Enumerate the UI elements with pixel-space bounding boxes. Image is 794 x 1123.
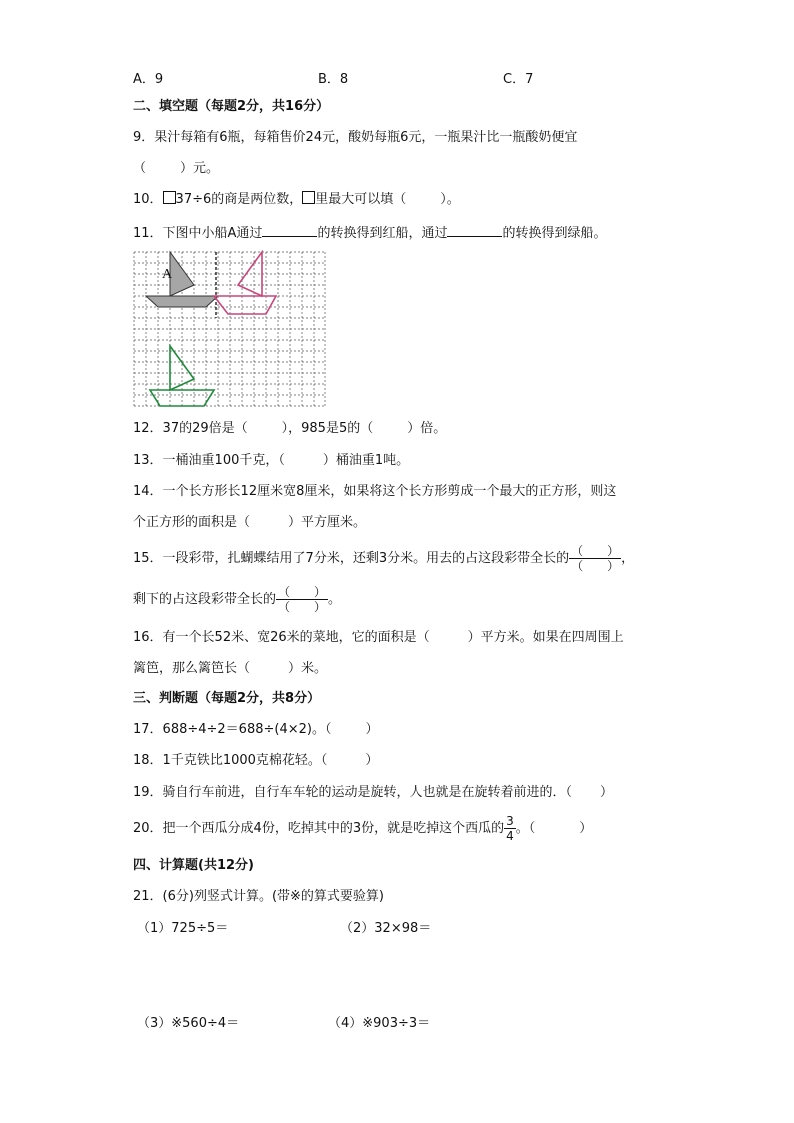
question-16: 16．有一个长52米、宽26米的菜地，它的面积是（ ）平方米。如果在四周围上 <box>133 630 624 645</box>
empty-box-icon <box>163 191 176 204</box>
calc-4: （4）※903÷3＝ <box>328 1016 431 1031</box>
answer-blank <box>262 224 317 237</box>
question-13: 13．一桶油重100千克，（ ）桶油重1吨。 <box>133 453 410 468</box>
section-4-title: 四、计算题(共12分) <box>133 858 254 873</box>
fraction-blank: $\frac{( )}{( )}$ <box>278 585 327 614</box>
fraction-three-quarters: $\frac{3}{4}$ <box>506 814 514 843</box>
question-14-answer-line: 个正方形的面积是（ ）平方厘米。 <box>133 515 367 530</box>
option-c: C．7 <box>503 72 534 87</box>
option-b: B．8 <box>318 72 349 87</box>
section-2-title: 二、填空题（每题2分，共16分） <box>133 99 330 114</box>
boat-label-a: A <box>162 267 173 282</box>
question-17: 17．688÷4÷2＝688÷(4×2)。（ ） <box>133 722 379 737</box>
red-boat <box>214 252 276 314</box>
option-a: A．9 <box>133 72 164 87</box>
question-20: 20．把一个西瓜分成4份，吃掉其中的3份，就是吃掉这个西瓜的 $\frac{3}{4}$ 。（ ） <box>133 814 593 843</box>
question-21-title: 21．(6分)列竖式计算。(带※的算式要验算) <box>133 889 384 904</box>
calc-2: （2）32×98＝ <box>340 921 432 936</box>
question-19: 19．骑自行车前进，自行车车轮的运动是旋转，人也就是在旋转着前进的．（ ） <box>133 785 614 800</box>
calc-1: （1）725÷5＝ <box>137 921 229 936</box>
answer-blank <box>447 224 502 237</box>
question-12: 12．37的29倍是（ ），985是5的（ ）倍。 <box>133 421 447 436</box>
question-16-line2: 篱笆，那么篱笆长（ ）米。 <box>133 661 328 676</box>
section-3-title: 三、判断题（每题2分，共8分） <box>133 691 321 706</box>
question-14: 14．一个长方形长12厘米宽8厘米，如果将这个长方形剪成一个最大的正方形，则这 <box>133 484 617 499</box>
fraction-blank: $\frac{( )}{( )}$ <box>571 544 620 573</box>
boat-grid-figure <box>132 250 327 410</box>
calc-3: （3）※560÷4＝ <box>137 1016 240 1031</box>
question-15: 15．一段彩带，扎蝴蝶结用了7分米，还剩3分米。用去的占这段彩带全长的 $\frac{( )}{( )}$ ， <box>133 544 635 573</box>
empty-box-icon <box>302 191 315 204</box>
question-10: 10． 37÷6的商是两位数， 里最大可以填（ ）。 <box>133 192 460 207</box>
question-11: 11．下图中小船A通过 的转换得到红船，通过 的转换得到绿船。 <box>133 226 607 241</box>
question-18: 18．1千克铁比1000克棉花轻。（ ） <box>133 753 379 768</box>
question-9: 9．果汁每箱有6瓶，每箱售价24元，酸奶每瓶6元，一瓶果汁比一瓶酸奶便宜 <box>133 130 578 145</box>
question-15-line2: 剩下的占这段彩带全长的 $\frac{( )}{( )}$ 。 <box>133 585 342 614</box>
question-9-answer-line: （ ）元。 <box>133 161 220 176</box>
